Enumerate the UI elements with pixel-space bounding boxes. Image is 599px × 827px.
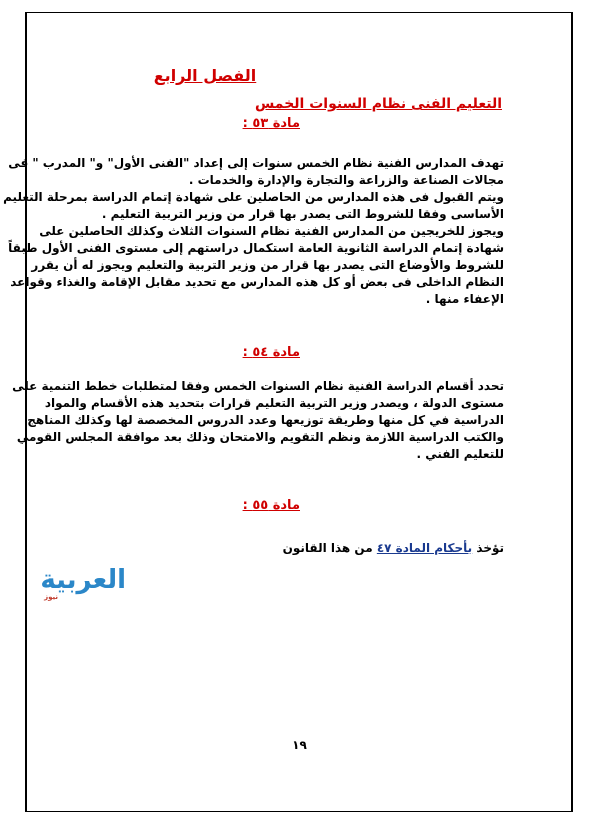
body-line: الأساسى وفقا للشروط التى يصدر بها قرار من وزير التربية التعليم .: [101, 207, 504, 221]
body-line: الدراسية في كل منها وطريقة توزيعها وعدد الدروس المخصصة لها وكذلك المناهج: [27, 413, 504, 427]
body-line: مستوى الدولة ، ويصدر وزير التربية التعليم قرارات بتحديد هذه الأقسام والمواد: [44, 396, 504, 410]
section-title: التعليم الفنى نظام السنوات الخمس: [255, 96, 502, 112]
body-line: ويجوز للخريجين من المدارس الفنية نظام السنوات الثلاث وكذلك الحاصلين على: [39, 224, 504, 238]
article-53-heading: مادة ٥٣ :: [242, 116, 300, 131]
article-47-reference: بأحكام المادة ٤٧: [376, 541, 473, 555]
body-line: شهادة إتمام الدراسة الثانوية العامة استكمال دراستهم إلى مستوى الفنى الأول طبقاً: [8, 241, 504, 255]
chapter-title: الفصل الرابع: [153, 66, 257, 85]
body-line: تحدد أقسام الدراسة الفنية نظام السنوات الخمس وفقا لمتطلبات خطط التنمية على: [12, 379, 504, 393]
page-number: ١٩: [292, 738, 307, 752]
article-54-heading: مادة ٥٤ :: [242, 345, 300, 360]
body-line: للشروط والأوضاع التى يصدر بها قرار من وزير التربية والتعليم ويجوز له أن يقرر: [31, 258, 504, 272]
logo-main-text: العربية: [40, 565, 126, 595]
body-line: الإعفاء منها .: [425, 292, 504, 306]
article-55-body: [150, 541, 504, 555]
article-55-heading: مادة ٥٥ :: [242, 498, 300, 513]
body-line: والكتب الدراسية اللازمة ونظم التقويم والامتحان وذلك بعد موافقة المجلس القومي: [16, 430, 504, 444]
article-53-body: [3, 155, 504, 308]
body-line: مجالات الصناعة والزراعة والتجارة والإدارة والخدمات .: [188, 173, 504, 187]
article-55-text-start: تؤخذ: [472, 541, 504, 555]
body-line: النظام الداخلى فى بعض أو كل هذه المدارس مع تحديد مقابل الإقامة والغذاء وقواعد: [10, 275, 504, 289]
body-line: ويتم القبول فى هذه المدارس من الحاصلين على شهادة إتمام الدراسة بمرحلة التعليم: [3, 190, 504, 204]
alarabiya-logo: [36, 562, 128, 602]
logo-sub-text: نيوز: [44, 593, 58, 601]
body-line: للتعليم الفني .: [416, 447, 504, 461]
article-54-body: [12, 378, 504, 463]
article-55-text-end: من هذا القانون: [282, 541, 377, 555]
body-line: تهدف المدارس الفنية نظام الخمس سنوات إلى إعداد "الفنى الأول" و" المدرب " فى: [8, 156, 504, 170]
